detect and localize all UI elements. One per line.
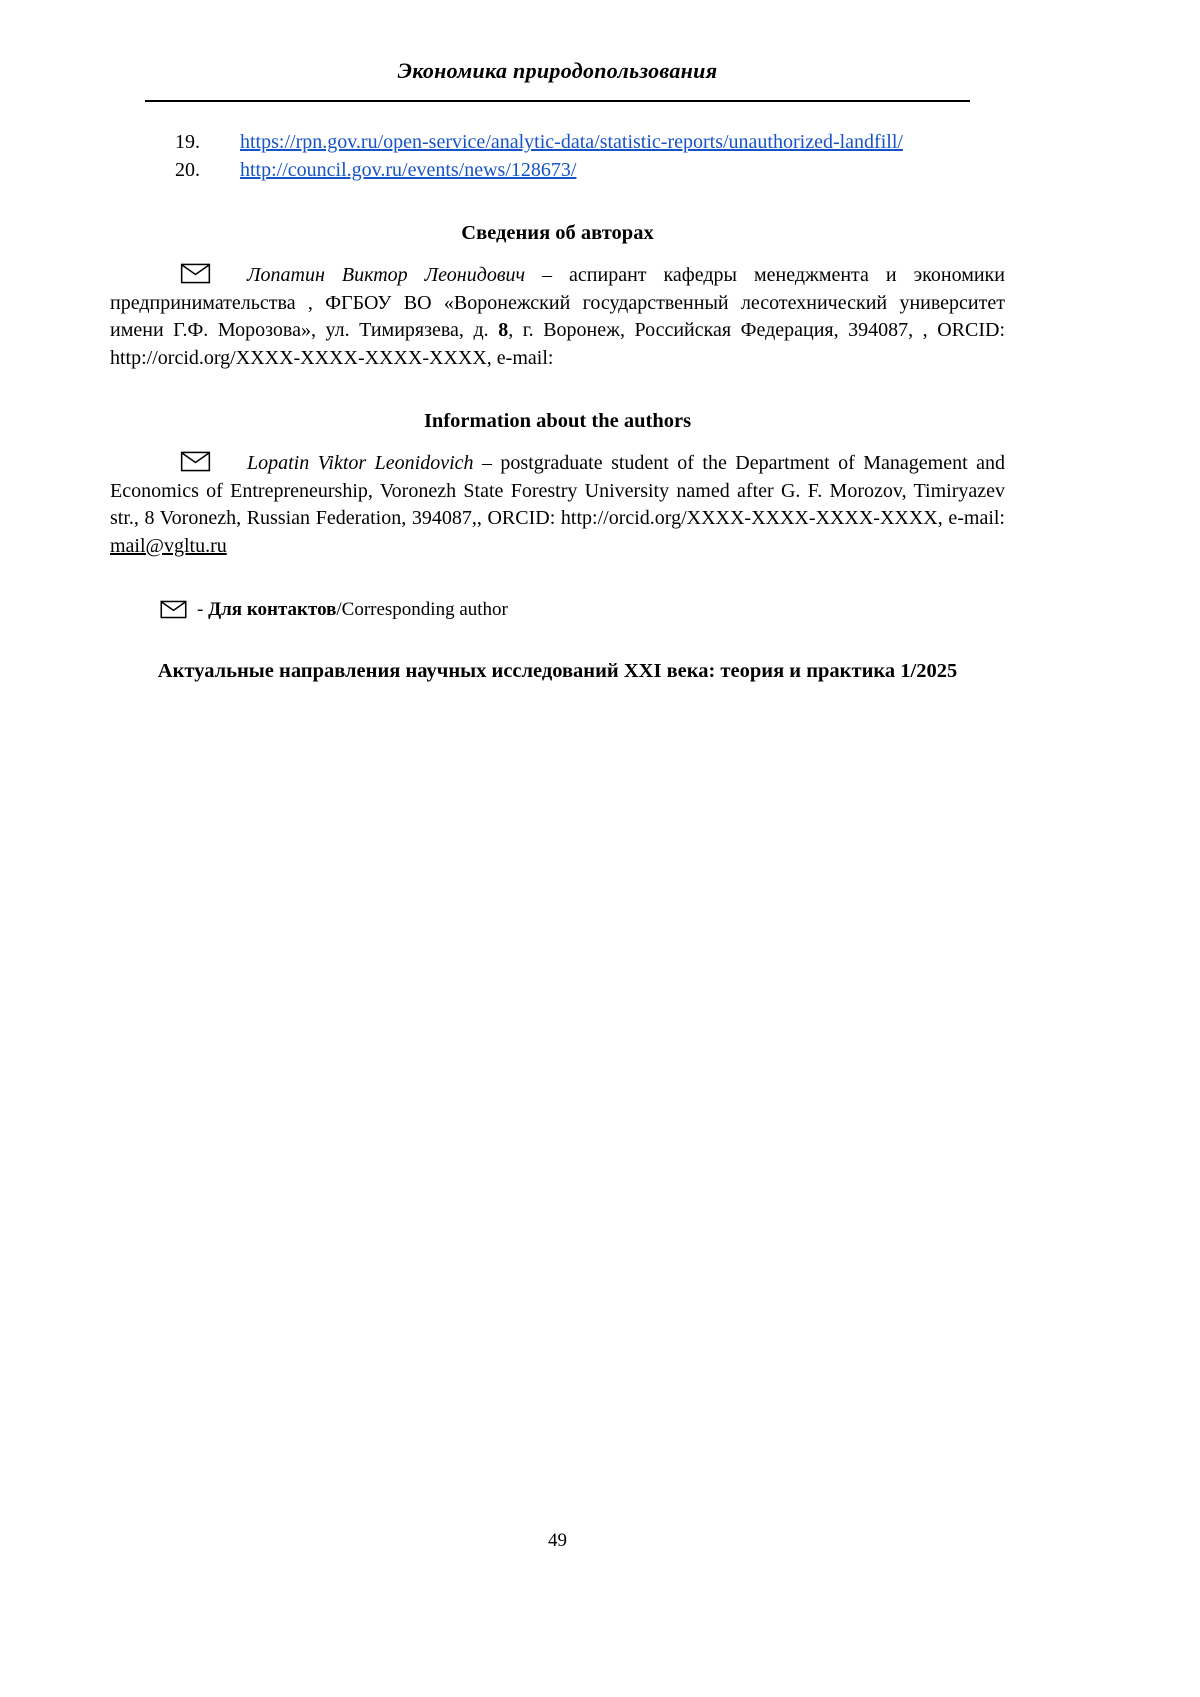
author-name-en: Lopatin Viktor Leonidovich (247, 452, 474, 474)
envelope-icon (180, 451, 211, 472)
reference-list (110, 128, 1005, 184)
envelope-icon (160, 600, 187, 619)
note-bold-text: Для контактов (208, 599, 337, 620)
note-rest-text: /Corresponding author (336, 599, 508, 620)
house-number-bold: 8 (498, 319, 509, 341)
note-dash: - (197, 599, 209, 620)
envelope-icon (180, 263, 211, 284)
reference-link[interactable]: https://rpn.gov.ru/open-service/analytic-data/statistic-reports/unauthorized-landfill/ (240, 131, 903, 153)
page-number: 49 (548, 1530, 567, 1551)
corresponding-author-note (110, 598, 1005, 622)
reference-item (110, 156, 1005, 184)
reference-number: 19. (175, 131, 200, 153)
header-rule (145, 100, 970, 102)
author-text-ru: – аспирант кафедры менеджмента и экономики предпринимательства , ФГБОУ ВО «Воронежский государственный лесотехнический университет имени Г.Ф. Морозова», ул. Тимирязева, д. (110, 264, 1005, 341)
author-name-ru: Лопатин Виктор Леонидович (247, 264, 526, 286)
reference-link[interactable]: http://council.gov.ru/events/news/128673/ (240, 159, 577, 181)
author-paragraph-en (110, 450, 1005, 560)
journal-header-title: Экономика природопользования (397, 58, 718, 83)
journal-issue-line: Актуальные направления научных исследований XXI века: теория и практика 1/2025 (157, 660, 958, 682)
email-link[interactable]: mail@vgltu.ru (110, 534, 227, 557)
reference-item (110, 128, 1005, 156)
reference-number: 20. (175, 159, 200, 181)
author-text-ru-tail: , г. Воронеж, Российская Федерация, 394087, , ORCID: http://orcid.org/XXXX-XXXX-XXXX-XXXX, e-mail: (110, 319, 1005, 369)
section-heading-authors-ru: Сведения об авторах (461, 222, 654, 244)
author-paragraph-ru (110, 262, 1005, 372)
section-heading-authors-en: Information about the authors (423, 410, 692, 432)
author-text-en: – postgraduate student of the Department of Management and Economics of Entrepreneurship, Voronezh State Forestry University named after G. F. Morozov, Timiryazev str., 8 Voronezh, Russian Federation, 394087,, ORCID: http://orcid.org/XXXX-XXXX-XXXX-XXXX, e-mail: (110, 452, 1005, 529)
